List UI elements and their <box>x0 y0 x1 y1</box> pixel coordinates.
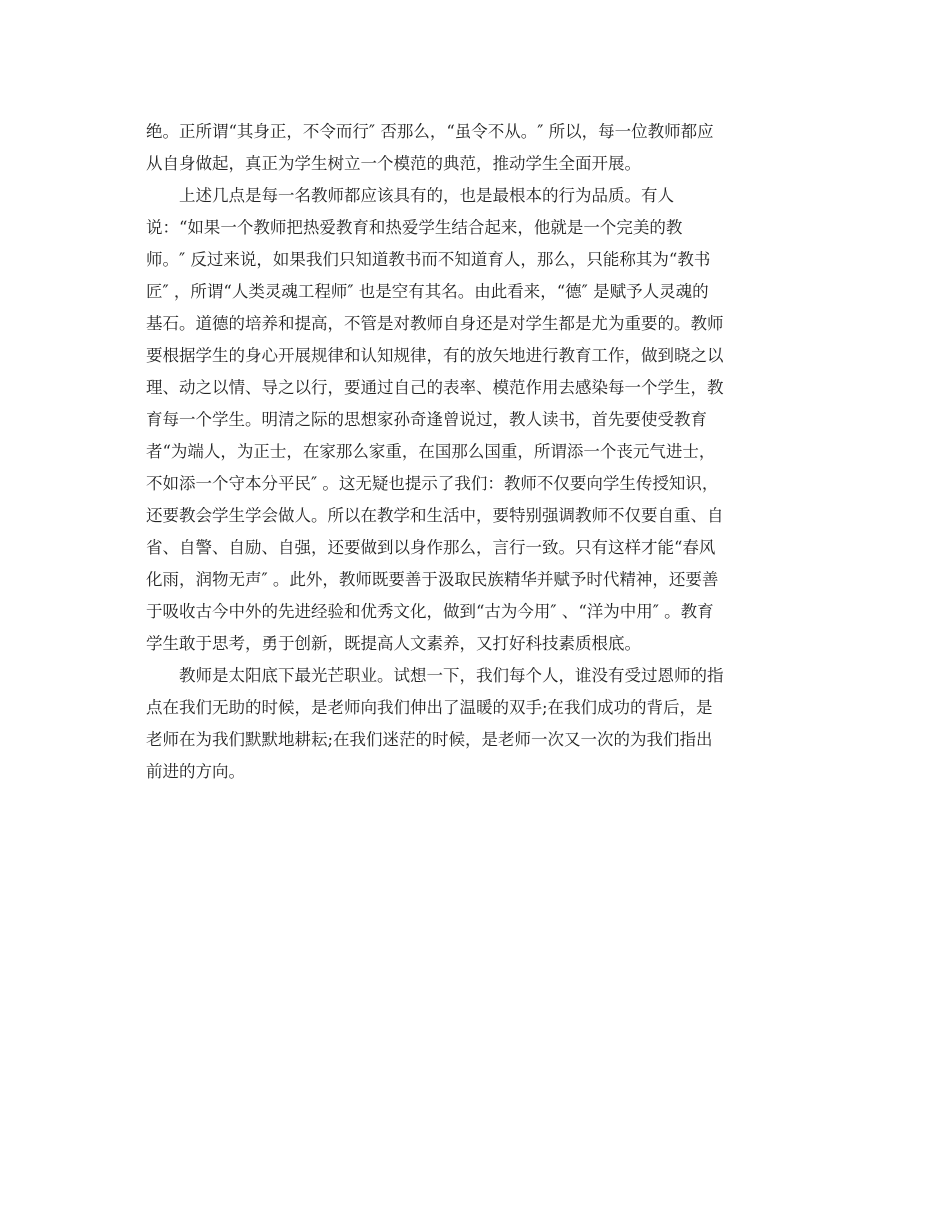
text-line: 从自身做起，真正为学生树立一个模范的典范，推动学生全面开展。 <box>146 154 641 173</box>
text-line: 点在我们无助的时候，是老师向我们伸出了温暖的双手;在我们成功的背后，是 <box>146 698 713 717</box>
text-line: 基石。道德的培养和提高，不管是对教师自身还是对学生都是尤为重要的。教师 <box>146 314 724 333</box>
text-line: 上述几点是每一名教师都应该具有的，也是最根本的行为品质。有人 <box>146 186 674 205</box>
text-line: 要根据学生的身心开展规律和认知规律，有的放矢地进行教育工作，做到晓之以 <box>146 346 724 365</box>
text-line: 理、动之以情、导之以行，要通过自己的表率、模范作用去感染每一个学生，教 <box>146 378 724 397</box>
text-line: 学生敢于思考，勇于创新，既提高人文素养，又打好科技素质根底。 <box>146 634 641 653</box>
text-line: 者“为端人，为正士，在家那么家重，在国那么国重，所谓添一个丧元气进士， <box>146 442 716 461</box>
text-line: 匠″ ，所谓“人类灵魂工程师″ 也是空有其名。由此看来，“德″ 是赋予人灵魂的 <box>146 282 709 301</box>
text-line: 于吸收古今中外的先进经验和优秀文化，做到“古为今用″ 、“洋为中用″ 。教育 <box>146 602 714 621</box>
text-line: 老师在为我们默默地耕耘;在我们迷茫的时候，是老师一次又一次的为我们指出 <box>146 730 713 749</box>
text-line: 绝。正所谓“其身正，不令而行″ 否那么，“虽令不从。″ 所以，每一位教师都应 <box>146 122 714 141</box>
text-line: 说：“如果一个教师把热爱教育和热爱学生结合起来，他就是一个完美的教 <box>146 218 683 237</box>
paragraph <box>146 660 806 788</box>
text-line: 不如添一个守本分平民″ 。这无疑也提示了我们：教师不仅要向学生传授知识， <box>146 474 719 493</box>
text-line: 教师是太阳底下最光芒职业。试想一下，我们每个人，谁没有受过恩师的指 <box>146 666 724 685</box>
text-line: 师。″ 反过来说，如果我们只知道教书而不知道育人，那么，只能称其为“教书 <box>146 250 711 269</box>
text-line: 化雨，润物无声″ 。此外，教师既要善于汲取民族精华并赋予时代精神，还要善 <box>146 570 719 589</box>
text-line: 育每一个学生。明清之际的思想家孙奇逢曾说过，教人读书，首先要使受教育 <box>146 410 707 429</box>
paragraph <box>146 116 806 180</box>
document-body <box>146 116 806 788</box>
text-line: 前进的方向。 <box>146 762 245 781</box>
paragraph <box>146 180 806 660</box>
text-line: 还要教会学生学会做人。所以在教学和生活中，要特别强调教师不仅要自重、自 <box>146 506 724 525</box>
text-line: 省、自警、自励、自强，还要做到以身作那么，言行一致。只有这样才能“春风 <box>146 538 716 557</box>
